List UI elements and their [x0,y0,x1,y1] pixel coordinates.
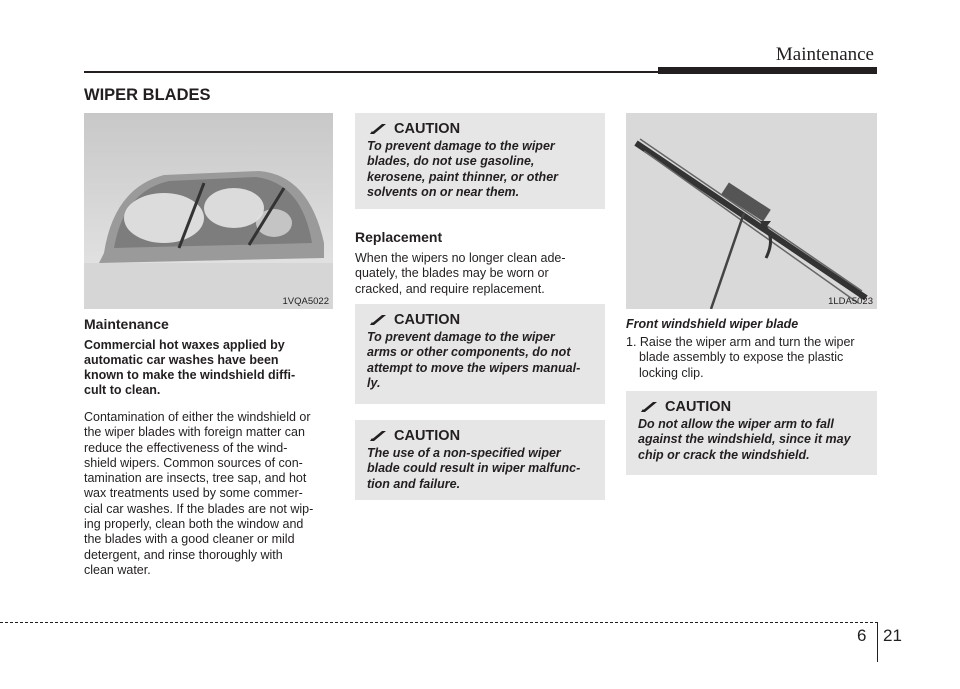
windshield-figure [84,113,333,309]
footer-rule [0,622,878,623]
page-number-separator [877,622,878,662]
header-bar [658,67,877,74]
wax-warning: Commercial hot waxes applied by automatic car washes have been known to make the windshield diffi- cult to clean. [84,338,296,397]
wiper-blade-illustration [626,113,877,309]
caution-text: To prevent damage to the wiper arms or other components, do not attempt to move the wipers manual- ly. [367,330,581,390]
figure-code: 1LDA5023 [828,296,873,307]
figure-code: 1VQA5022 [282,296,329,307]
section-title: WIPER BLADES [84,86,211,104]
replacement-heading: Replacement [355,229,443,245]
maintenance-heading: Maintenance [84,316,169,332]
caution-box-non-specified [355,420,605,500]
caution-text: To prevent damage to the wiper blades, do not use gasoline, kerosene, paint thinner, or other solvents on or near them. [367,139,559,199]
replacement-block [355,229,607,297]
caution-pencil-icon [369,123,387,135]
contamination-paragraph: Contamination of either the windshield or the wiper blades with foreign matter can reduce the effectiveness of the wind- shield wipers. Common sources of con- tamination are insects, tree sap, and hot wax treatments used by some commer- cial car washes. If the blades are not wip- ing properly, clean both the window and the blades with a good cleaner or mild detergent, and rinse thoroughly with clean water. [84,410,314,577]
page-number: 21 [883,626,902,645]
front-wiper-subheading: Front windshield wiper blade [626,317,799,331]
caution-title: CAUTION [394,428,461,444]
chapter-number: 6 [857,626,867,645]
left-text-block [84,316,336,578]
caution-pencil-icon [369,314,387,326]
caution-pencil-icon [369,430,387,442]
caution-box-wiper-arms [355,304,605,404]
caution-box-gasoline [355,113,605,209]
header-rule [84,71,658,73]
caution-text: Do not allow the wiper arm to fall against the windshield, since it may chip or crack the windshield. [638,417,851,462]
caution-title: CAUTION [665,399,732,415]
right-text-block [626,317,882,381]
caution-pencil-icon [640,401,658,413]
running-header: Maintenance [775,44,874,65]
replacement-paragraph: When the wipers no longer clean ade- quately, the blades may be worn or cracked, and require replacement. [355,251,566,296]
caution-title: CAUTION [394,312,461,328]
step-1: 1. Raise the wiper arm and turn the wiper blade assembly to expose the plastic locking clip. [626,335,855,380]
wiper-blade-figure [626,113,877,309]
caution-title: CAUTION [394,121,461,137]
windshield-illustration [84,113,333,309]
caution-box-wiper-arm-fall [626,391,877,475]
caution-text: The use of a non-specified wiper blade could result in wiper malfunc- tion and failure. [367,446,581,491]
